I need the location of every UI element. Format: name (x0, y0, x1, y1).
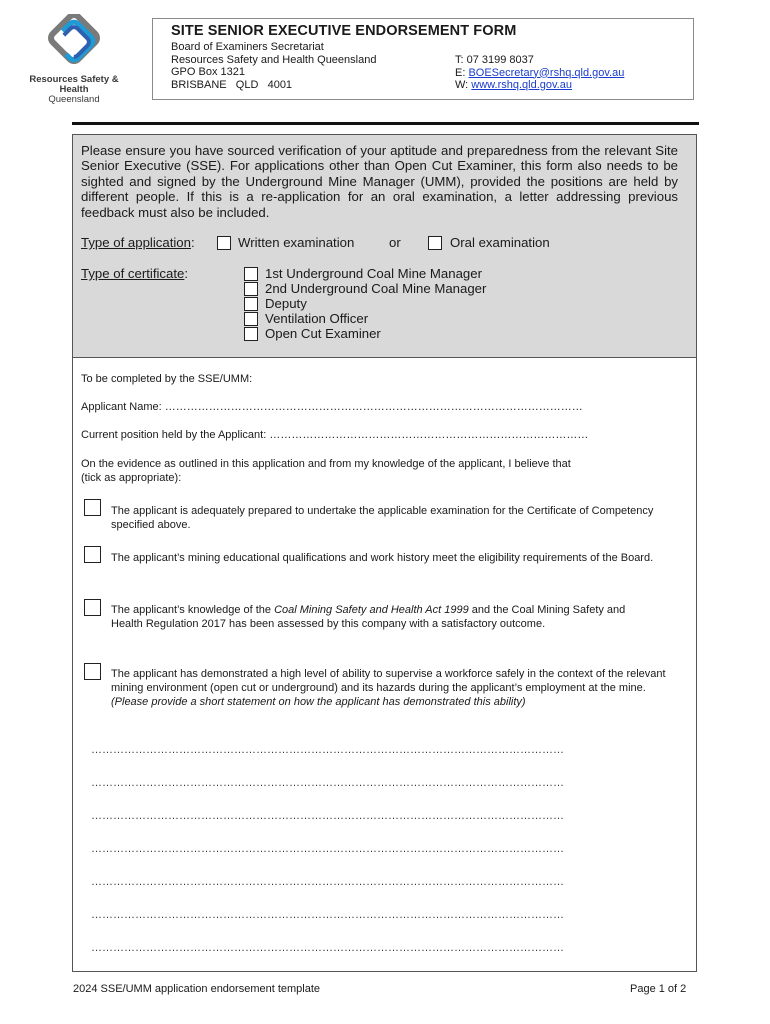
applicant-name-label: Applicant Name: (81, 401, 162, 413)
phone-number: T: 07 3199 8037 (455, 54, 534, 66)
statement-3-checkbox[interactable] (84, 599, 101, 616)
web-prefix: W: (455, 79, 472, 91)
logo-line2: Queensland (48, 94, 100, 105)
belief-text (81, 457, 681, 485)
written-exam-checkbox[interactable] (217, 236, 231, 250)
statement-2-text: The applicant’s mining educational qualifications and work history meet the eligibility requirements of the Board. (111, 552, 654, 564)
or-label: or (389, 235, 401, 250)
cert-option-label: Ventilation Officer (265, 311, 369, 326)
application-type-label: Type of application (81, 235, 191, 250)
statement-2-checkbox[interactable] (84, 546, 101, 563)
address-line: Resources Safety and Health Queensland (171, 53, 377, 66)
response-line[interactable]: ………………………………………………………………………………………………………………… (91, 909, 564, 921)
address-line: GPO Box 1321 (171, 66, 245, 78)
position-field[interactable]: …………………………………………………………………………… (269, 429, 589, 441)
header-box (152, 18, 694, 100)
applicant-name-field[interactable]: …………………………………………………………………………………………………… (164, 401, 583, 413)
cert-option-label: 1st Underground Coal Mine Manager (265, 266, 482, 281)
cert-checkbox-open-cut[interactable] (244, 327, 258, 341)
cert-option-label: Open Cut Examiner (265, 326, 381, 341)
rshq-logo (14, 14, 134, 105)
instructions-panel (73, 135, 696, 358)
statement-4-checkbox[interactable] (84, 663, 101, 680)
cert-checkbox-ventilation[interactable] (244, 312, 258, 326)
belief-line: On the evidence as outlined in this application and from my knowledge of the applicant, I believe that (81, 458, 571, 470)
statement-1-text: The applicant is adequately prepared to undertake the applicable examination for the Certificate of Competency specified above. (111, 505, 654, 531)
form-title: SITE SENIOR EXECUTIVE ENDORSEMENT FORM (171, 23, 517, 39)
contact-details (455, 54, 624, 92)
cert-option-label: Deputy (265, 296, 307, 311)
colon: : (190, 235, 195, 250)
oral-exam-checkbox[interactable] (428, 236, 442, 250)
divider (72, 122, 699, 125)
written-exam-label: Written examination (238, 235, 355, 250)
cert-option-label: 2nd Underground Coal Mine Manager (265, 281, 487, 296)
position-label: Current position held by the Applicant: (81, 429, 267, 441)
rshq-logo-icon (42, 14, 106, 72)
section-heading: To be completed by the SSE/UMM: (81, 373, 253, 385)
page-number: Page 1 of 2 (630, 983, 687, 995)
email-prefix: E: (455, 66, 469, 79)
address-line: Board of Examiners Secretariat (171, 41, 324, 53)
response-line[interactable]: ………………………………………………………………………………………………………………… (91, 744, 564, 756)
oral-exam-label: Oral examination (450, 235, 550, 250)
cert-checkbox-1st-ucmm[interactable] (244, 267, 258, 281)
statement-4-text (111, 667, 679, 709)
logo-wordmark (14, 75, 134, 105)
applicant-name-row (81, 400, 583, 414)
response-line[interactable]: ………………………………………………………………………………………………………………… (91, 843, 564, 855)
certificate-type-row (81, 266, 188, 281)
statement-4-part: The applicant has demonstrated a high level of ability to supervise a workforce safely in the context of the relevant mining environment (open cut or underground) and its hazards during the applicant’s employment at the mine. (111, 668, 666, 694)
response-line[interactable]: ………………………………………………………………………………………………………………… (91, 876, 564, 888)
footer-template-name: 2024 SSE/UMM application endorsement template (73, 983, 321, 995)
colon: : (184, 266, 189, 281)
email-link[interactable]: BOESecretary@rshq.qld.gov.au (468, 66, 625, 79)
response-line[interactable]: ………………………………………………………………………………………………………………… (91, 810, 564, 822)
position-row (81, 428, 588, 442)
response-line[interactable]: ………………………………………………………………………………………………………………… (91, 942, 564, 954)
application-type-row (81, 235, 195, 250)
web-line (455, 79, 624, 92)
belief-line: (tick as appropriate): (81, 472, 182, 484)
email-line (455, 67, 624, 80)
response-line[interactable]: ………………………………………………………………………………………………………………… (91, 777, 564, 789)
cert-checkbox-2nd-ucmm[interactable] (244, 282, 258, 296)
instructions-text: Please ensure you have sourced verification of your aptitude and preparedness from the relevant Site Senior Executive (SSE). For applications other than Open Cut Examiner, this form also needs to be sighted and signed by the Underground Mine Manager (UMM), provided the positions are held by different people. If this is a re-application for an oral examination, a letter addressing previous feedback must also be included. (81, 143, 678, 220)
logo-line1: Resources Safety & Health (29, 74, 119, 95)
website-link[interactable]: www.rshq.qld.gov.au (471, 79, 572, 91)
address-line: BRISBANE QLD 4001 (171, 78, 293, 91)
statement-4-instruction: (Please provide a short statement on how the applicant has demonstrated this ability) (111, 696, 526, 708)
form-body (72, 134, 697, 972)
cert-checkbox-deputy[interactable] (244, 297, 258, 311)
act-title: Coal Mining Safety and Health Act 1999 (274, 604, 469, 616)
secretariat-address (171, 41, 376, 91)
statement-3-part: and the Coal Mining Safety and Health Regulation 2017 has been assessed by this company with a satisfactory outcome. (111, 604, 626, 630)
certificate-type-label: Type of certificate (81, 266, 185, 281)
statement-3-part: The applicant’s knowledge of the (111, 604, 275, 616)
statement-3-text (111, 603, 659, 631)
statement-1-checkbox[interactable] (84, 499, 101, 516)
